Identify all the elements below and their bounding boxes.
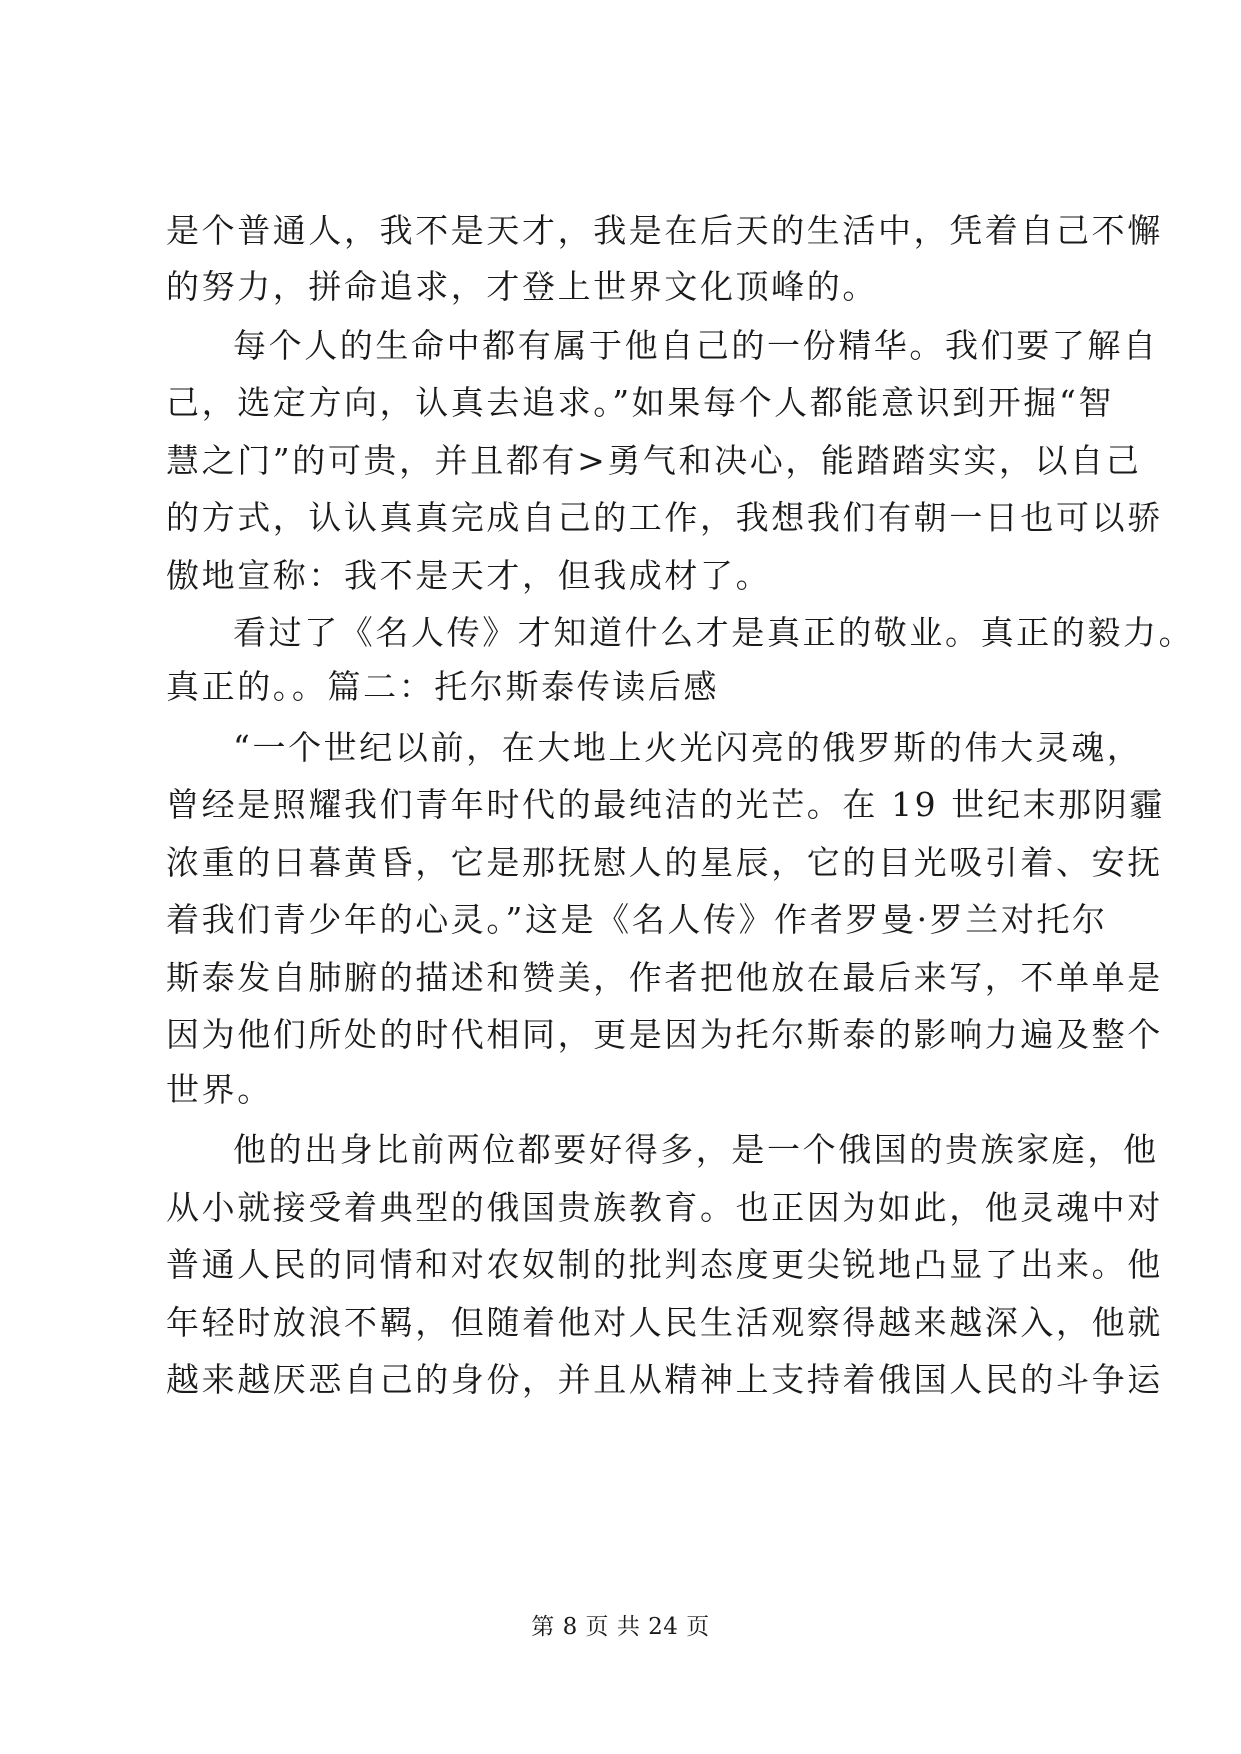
text-line-15: 因为他们所处的时代相同，更是因为托尔斯泰的影响力遍及整个 (166, 1015, 1163, 1054)
text-line-17: 他的出身比前两位都要好得多，是一个俄国的贵族家庭，他 (233, 1130, 1159, 1169)
text-line-10: “一个世纪以前，在大地上火光闪亮的俄罗斯的伟大灵魂， (233, 728, 1143, 767)
text-line-5: 慧之门”的可贵，并且都有>勇气和决心，能踏踏实实，以自己 (166, 441, 1142, 480)
text-line-21: 越来越厌恶自己的身份，并且从精神上支持着俄国人民的斗争运 (166, 1360, 1163, 1399)
text-line-16: 世界。 (166, 1070, 273, 1109)
text-line-3: 每个人的生命中都有属于他自己的一份精华。我们要了解自 (233, 326, 1159, 365)
text-line-13: 着我们青少年的心灵。”这是《名人传》作者罗曼·罗兰对托尔 (166, 900, 1108, 939)
text-line-14: 斯泰发自肺腑的描述和赞美，作者把他放在最后来写，不单单是 (166, 958, 1163, 997)
text-line-8: 看过了《名人传》才知道什么才是真正的敬业。真正的毅力。 (233, 613, 1195, 652)
text-line-4: 己，选定方向，认真去追求。”如果每个人都能意识到开掘“智 (166, 383, 1115, 422)
page-footer: 第 8 页 共 24 页 (531, 1614, 710, 1640)
text-line-20: 年轻时放浪不羁，但随着他对人民生活观察得越来越深入，他就 (166, 1303, 1163, 1342)
text-line-7: 傲地宣称：我不是天才，但我成材了。 (166, 556, 772, 595)
text-line-6: 的方式，认认真真完成自己的工作，我想我们有朝一日也可以骄 (166, 498, 1163, 537)
text-line-12: 浓重的日暮黄昏，它是那抚慰人的星辰，它的目光吸引着、安抚 (166, 843, 1163, 882)
text-line-2: 的努力，拼命追求，才登上世界文化顶峰的。 (166, 267, 878, 306)
text-line-19: 普通人民的同情和对农奴制的批判态度更尖锐地凸显了出来。他 (166, 1245, 1163, 1284)
text-line-9: 真正的。。篇二：托尔斯泰传读后感 (166, 667, 720, 706)
text-line-1: 是个普通人，我不是天才，我是在后天的生活中，凭着自己不懈 (166, 211, 1163, 250)
text-line-11: 曾经是照耀我们青年时代的最纯洁的光芒。在 19 世纪末那阴霾 (166, 785, 1165, 824)
text-line-18: 从小就接受着典型的俄国贵族教育。也正因为如此，他灵魂中对 (166, 1188, 1163, 1227)
